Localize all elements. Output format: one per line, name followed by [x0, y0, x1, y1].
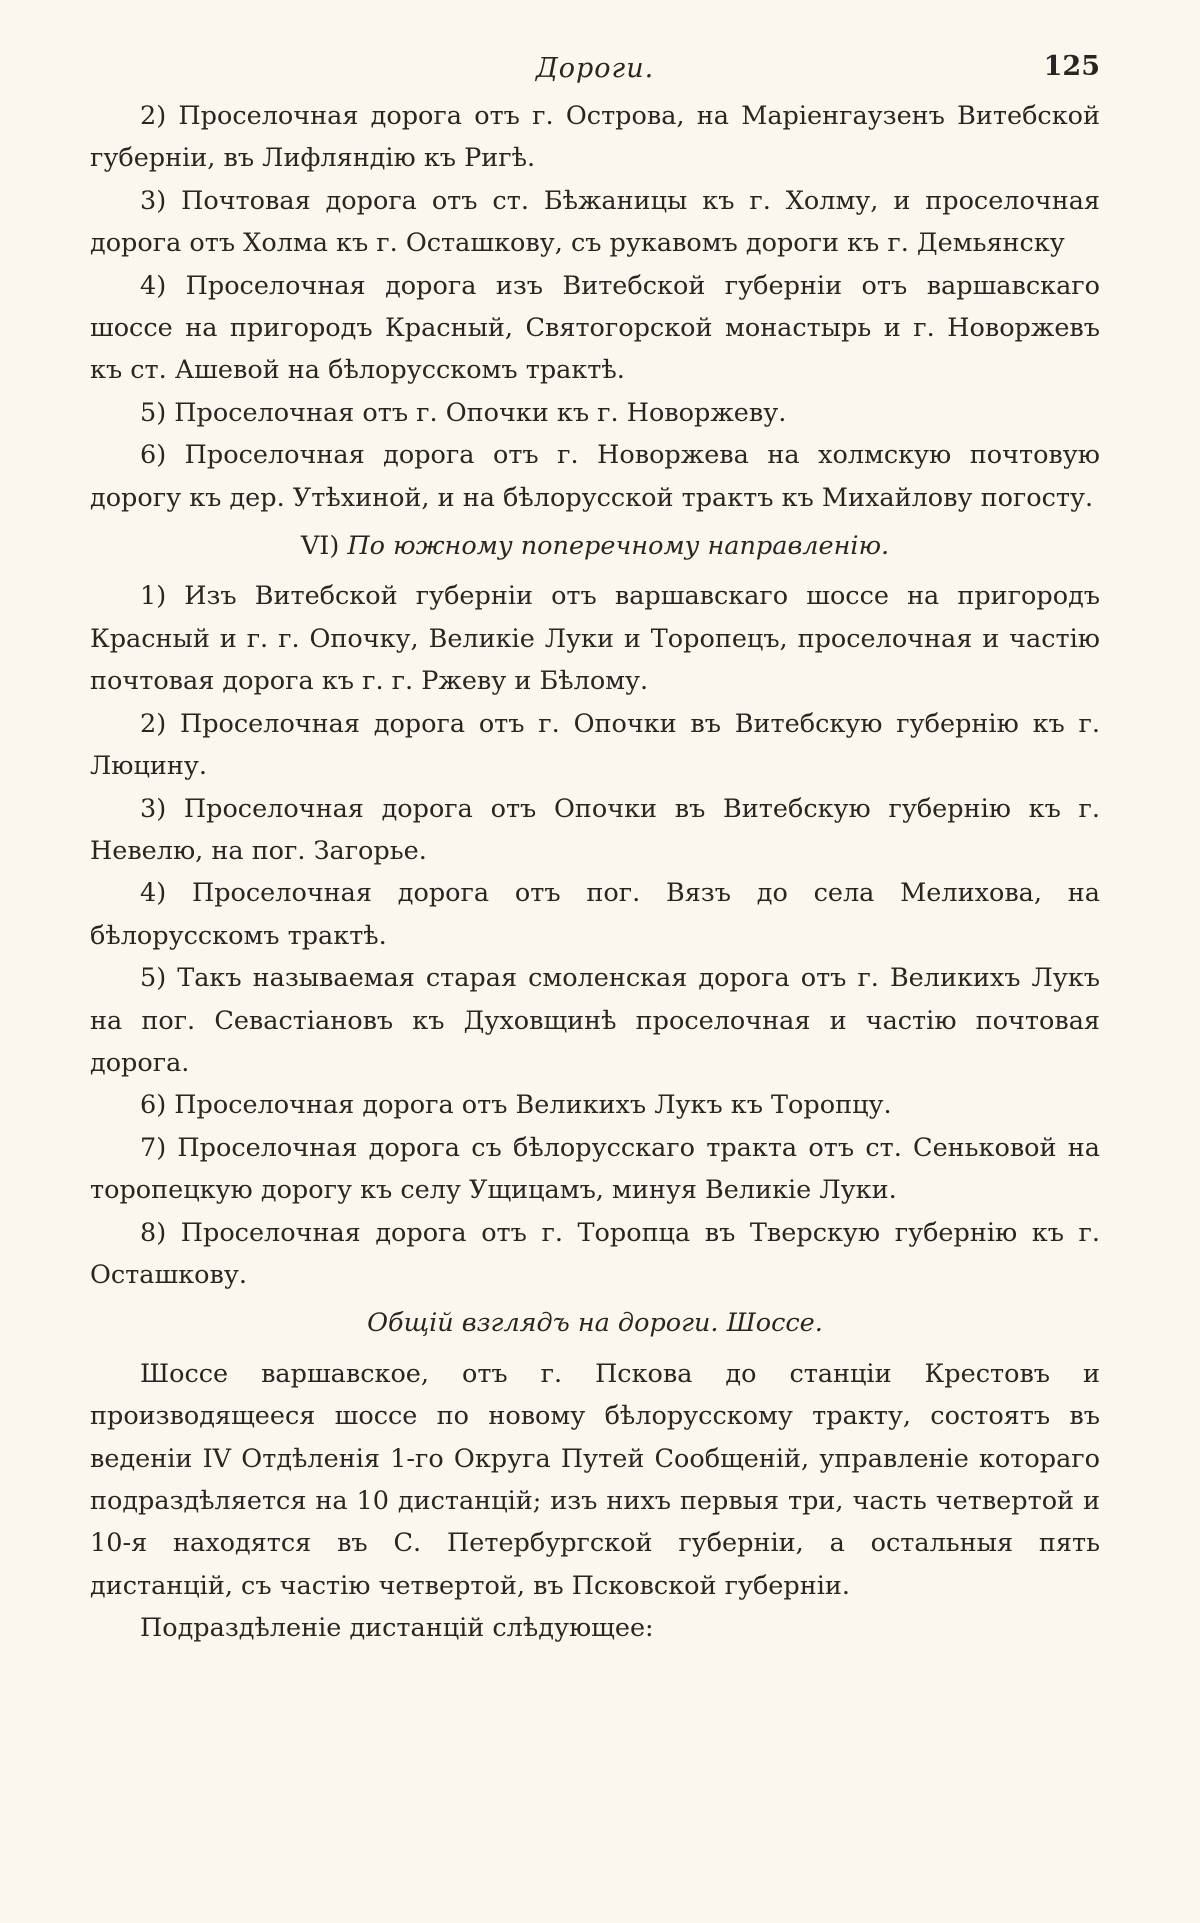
list-item: 8) Проселочная дорога отъ г. Торопца въ Тверскую губернію къ г. Осташкову. — [90, 1217, 1100, 1290]
list-item: 3) Проселочная дорога отъ Опочки въ Витебскую губернію къ г. Невелю, на пог. Загорье. — [90, 793, 1100, 866]
list-item: 4) Проселочная дорога изъ Витебской губерніи отъ варшавскаго шоссе на пригородъ Красный, Святогорской монастырь и г. Новоржевъ къ ст. Ашевой на бѣлорусскомъ трактѣ. — [90, 270, 1100, 386]
list-item: 3) Почтовая дорога отъ ст. Бѣжаницы къ г. Холму, и проселочная дорога отъ Холма къ г. Осташкову, съ рукавомъ дороги къ г. Демьянску — [90, 185, 1100, 259]
section-title: По южному поперечному направленію. — [347, 531, 890, 562]
list-item: 6) Проселочная дорога отъ Великихъ Лукъ къ Торопцу. — [140, 1090, 892, 1121]
list-item: 6) Проселочная дорога отъ г. Новоржева на холмскую почтовую дорогу къ дер. Утѣхиной, и на бѣлорусской трактъ къ Михайлову погосту. — [90, 440, 1100, 513]
list-item: 4) Проселочная дорога отъ пог. Вязъ до села Мелихова, на бѣлорусскомъ трактѣ. — [90, 878, 1100, 951]
closing-line: Подраздѣленіе дистанцій слѣдующее: — [140, 1613, 654, 1644]
running-title: Дороги. — [535, 53, 655, 84]
page-header — [90, 45, 1100, 95]
list-item: 2) Проселочная дорога отъ г. Опочки въ Витебскую губернію къ г. Люцину. — [90, 708, 1100, 782]
list-item: 2) Проселочная дорога отъ г. Острова, на Маріенгаузенъ Витебской губерніи, въ Лифляндію къ Ригѣ. — [90, 101, 1100, 174]
list-item: 7) Проселочная дорога съ бѣлорусскаго тракта отъ ст. Сеньковой на торопецкую дорогу къ селу Ущицамъ, минуя Великіе Луки. — [90, 1132, 1100, 1206]
page-number: 125 — [1043, 51, 1100, 82]
list-item: 5) Проселочная отъ г. Опочки къ г. Новоржеву. — [140, 397, 787, 428]
general-section-heading: Общій взглядъ на дороги. Шоссе. — [367, 1308, 823, 1339]
body-paragraph: Шоссе варшавское, отъ г. Пскова до станціи Крестовъ и производящееся шоссе по новому бѣлорусскому тракту, состоятъ въ веденіи IV Отдѣленія 1-го Округа Путей Сообщеній, управленіе котораго подраздѣляется на 10 дистанцій; изъ нихъ первыя три, часть четвертой и 10-я находятся въ С. Петербургской губерніи, а остальныя пять дистанцій, съ частію четвертой, въ Псковской губерніи. — [90, 1358, 1100, 1601]
document-page — [90, 45, 1100, 1650]
list-item: 1) Изъ Витебской губерніи отъ варшавскаго шоссе на пригородъ Красный и г. г. Опочку, Великіе Луки и Торопецъ, проселочная и частію почтовая дорога къ г. г. Ржеву и Бѣлому. — [90, 581, 1100, 697]
section-heading-vi — [90, 525, 1100, 567]
list-item: 5) Такъ называемая старая смоленская дорога отъ г. Великихъ Лукъ на пог. Севастіановъ къ Духовщинѣ проселочная и частію почтовая дорога. — [90, 963, 1100, 1078]
section-numeral: VI) — [300, 531, 340, 562]
